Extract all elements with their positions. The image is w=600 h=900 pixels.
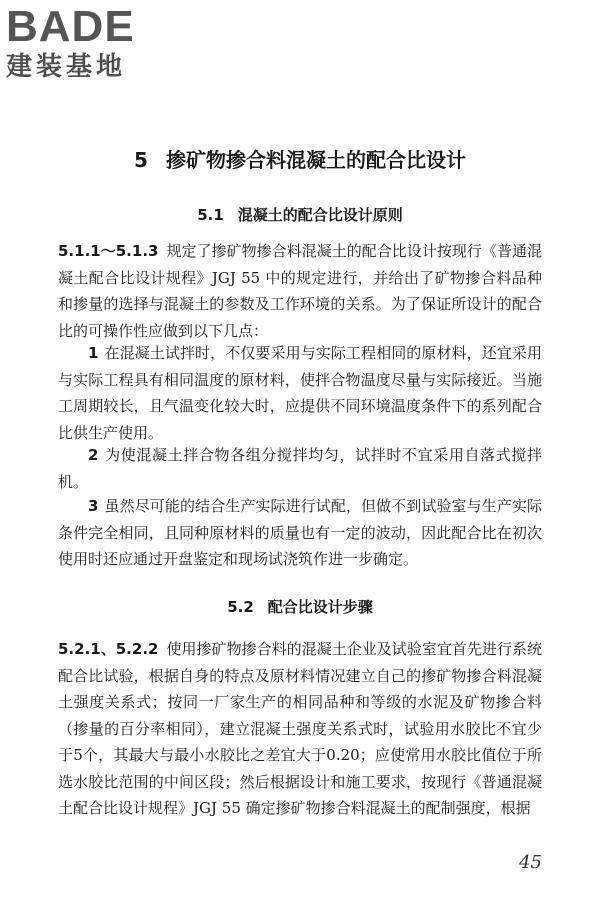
list-item-number: 2 (88, 446, 99, 464)
list-item (58, 340, 542, 446)
chapter-number: 5 (134, 148, 148, 172)
clause-text: 使用掺矿物掺合料的混凝土企业及试验室宜首先进行系统配合比试验，根据自身的特点及原材料情况建立自己的掺矿物掺合料混凝土强度关系式；按同一厂家生产的相同品种和等级的水泥及矿物掺合料（掺量的百分率相同），建立混凝土强度关系式时，试验用水胶比不宜少于5个，其最大与最小水胶比之差宜大于0.20；应使常用水胶比值位于所选水胶比范围的中间区段；然后根据设计和施工要求，按现行《普通混凝土配合比设计规程》JGJ 55 确定掺矿物掺合料混凝土的配制强度，根据 (58, 640, 542, 817)
chapter-title: 掺矿物掺合料混凝土的配合比设计 (165, 148, 466, 172)
clause-paragraph-5-2 (58, 636, 542, 822)
list-item (58, 442, 542, 495)
section-title: 混凝土的配合比设计原则 (237, 206, 403, 224)
section-heading-5-2 (0, 596, 600, 618)
section-heading-5-1 (0, 204, 600, 226)
list-item-number: 1 (88, 344, 99, 362)
list-item-text: 虽然尽可能的结合生产实际进行试配，但做不到试验室与生产实际条件完全相同，且同种原材料的质量也有一定的波动，因此配合比在初次使用时还应通过开盘鉴定和现场试浇筑作进一步确定。 (58, 497, 542, 568)
logo-subtitle: 建装基地 (6, 52, 127, 82)
clause-label: 5.1.1～5.1.3 (58, 242, 159, 260)
logo-mark: BADE (6, 2, 135, 51)
section-number: 5.1 (197, 206, 224, 224)
list-item-number: 3 (88, 497, 99, 515)
section-number: 5.2 (227, 598, 254, 616)
chapter-heading (0, 146, 600, 174)
clause-paragraph-5-1 (58, 238, 542, 344)
list-item (58, 493, 542, 573)
page-number: 45 (519, 852, 542, 873)
list-item-text: 在混凝土试拌时，不仅要采用与实际工程相同的原材料，还宜采用与实际工程具有相同温度的原材料，使拌合物温度尽量与实际接近。当施工周期较长，且气温变化较大时，应提供不同环境温度条件下的系列配合比供生产使用。 (58, 344, 542, 442)
list-item-text: 为使混凝土拌合物各组分搅拌均匀，试拌时不宜采用自落式搅拌机。 (58, 446, 542, 491)
clause-text: 规定了掺矿物掺合料混凝土的配合比设计按现行《普通混凝土配合比设计规程》JGJ 55 中的规定进行，并给出了矿物掺合料品种和掺量的选择与混凝土的参数及工作环境的关系。为了保证所设计的配合比的可操作性应做到以下几点： (58, 242, 542, 340)
section-title: 配合比设计步骤 (267, 598, 373, 616)
clause-label: 5.2.1、5.2.2 (58, 640, 159, 658)
bade-logo (6, 4, 176, 82)
